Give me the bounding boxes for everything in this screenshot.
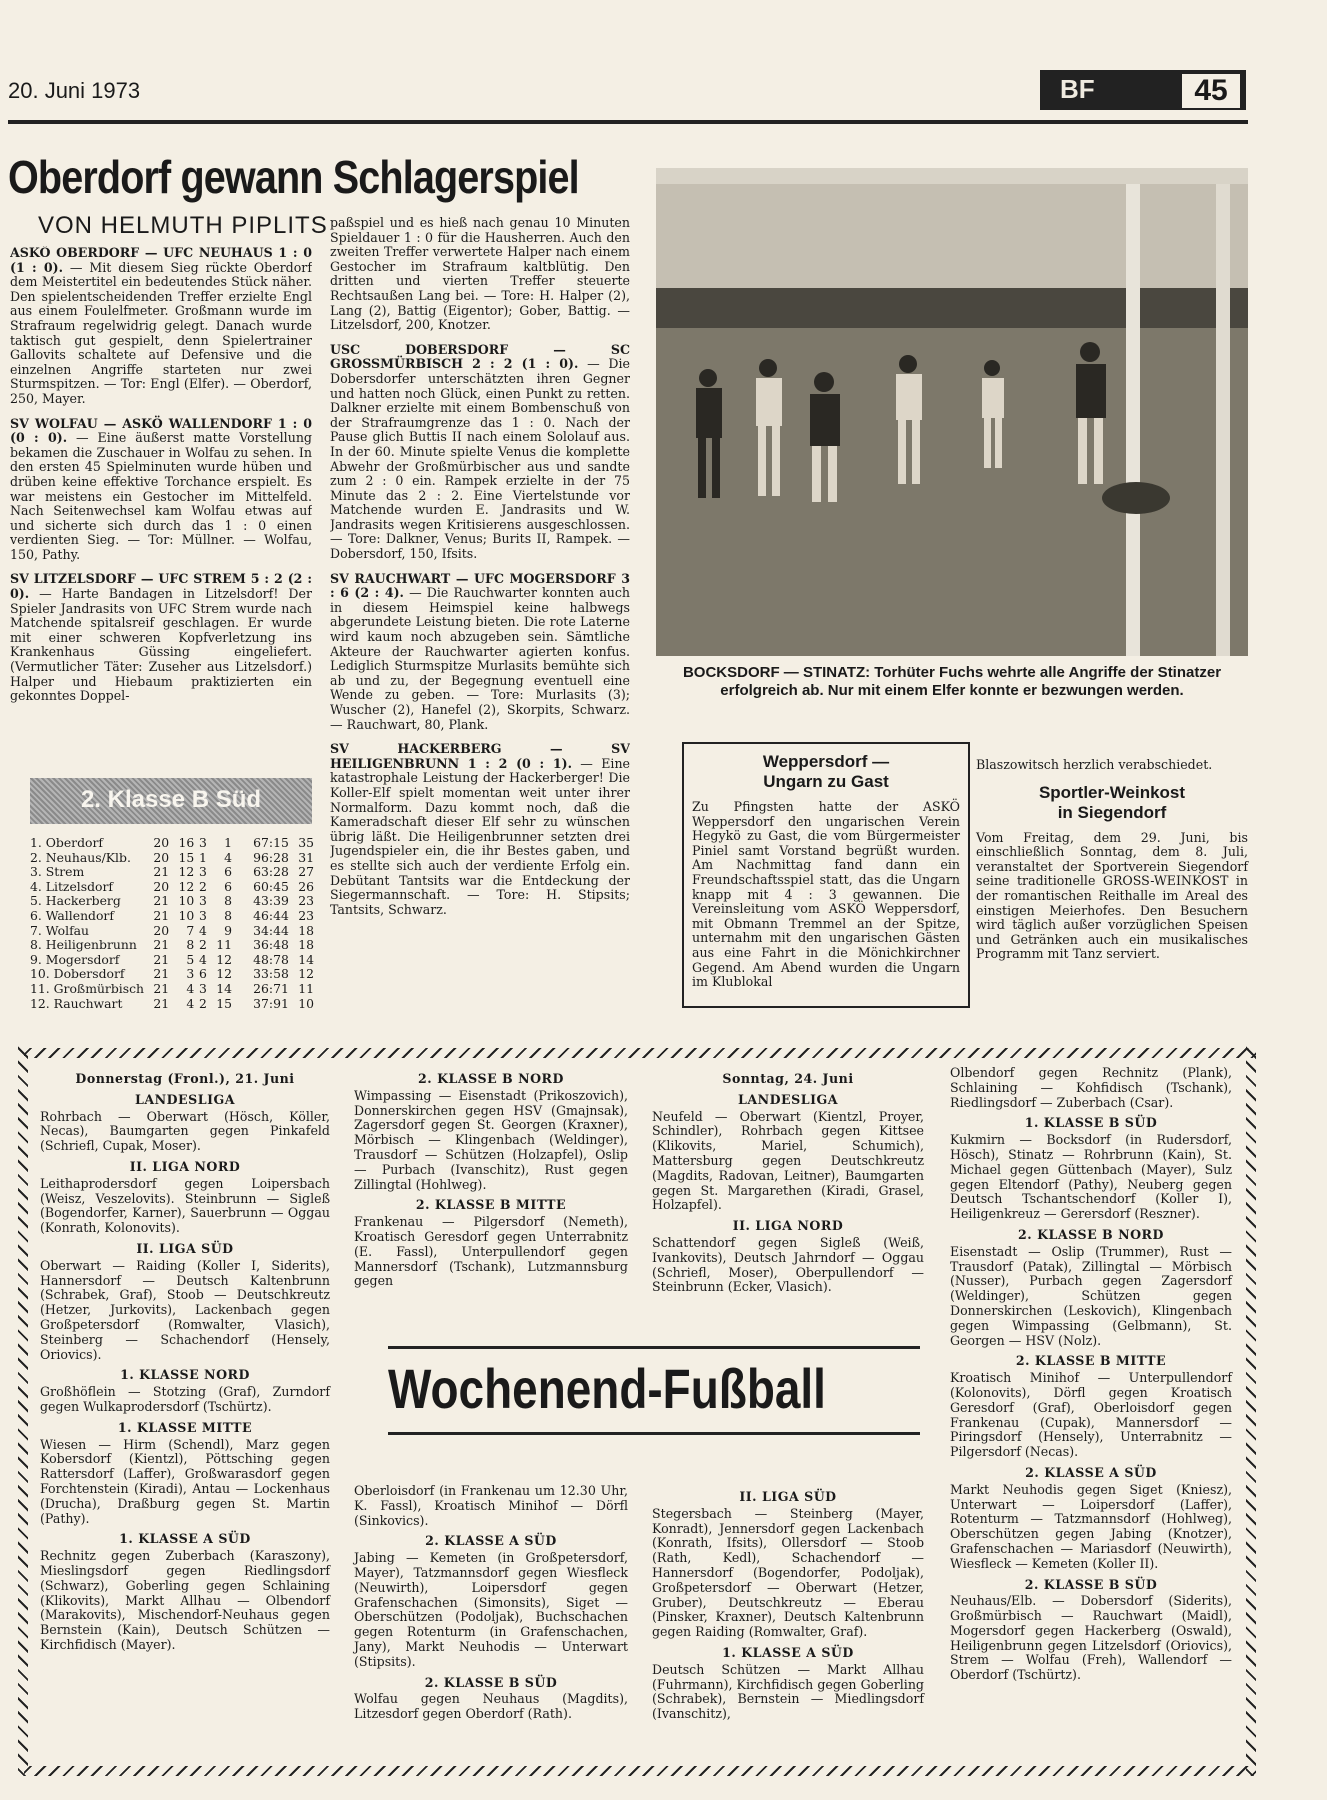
table-cell: 18	[298, 937, 314, 953]
table-cell: 12	[178, 864, 195, 880]
table-cell: 3	[198, 835, 207, 850]
table-row	[30, 836, 314, 851]
league-heading: LANDESLIGA	[134, 1091, 236, 1107]
team-name: 9. Mogersdorf	[30, 951, 120, 967]
header-rule	[8, 120, 1248, 124]
table-cell: 12	[216, 966, 232, 982]
report-heading: SV WOLFAU — ASKÖ WALLENDORF 1 : 0 (0 : 0).	[10, 415, 312, 446]
table-cell: 20	[153, 835, 170, 850]
league-heading: 1. KLASSE NORD	[120, 1367, 250, 1383]
table-cell: 1	[224, 835, 232, 850]
table-row	[30, 953, 314, 968]
report-text: — Die Rauchwarter konnten auch in diesem Heimspiel keine halbwegs abgerundete Leistung bieten. Die rote Laterne wird kaum noch abzugeben sein. Sämtliche Akteure der Rauchwarter agierten konfus. Lediglich Sturmspitze Murlasits bemühte sich ab und zu, der Begegnung eventuell eine Wende zu geben. — Tore: Murlasits (3); Wuscher (2), Hanefel (2), Skorpits, Schwarz. — Rauchwart, 80, Plank.	[330, 585, 630, 732]
table-cell: 43:39	[253, 893, 289, 909]
team-name: 11. Großmürbisch	[30, 980, 145, 996]
table-cell: 3	[186, 966, 195, 982]
byline: VON HELMUTH PIPLITS	[38, 212, 328, 239]
photo-illustration	[656, 168, 1248, 656]
fixture-list: Stegersbach — Steinberg (Mayer, Konradt), Jennersdorf gegen Lackenbach (Konrath, Ifsits), Ollersdorf — Stoob (Rath, Kedl), Schachendorf — Hannersdorf (Bogendorfer, Podoljak), Großpetersdorf — Oberwart (Hetzer, Gruber), Deutschkreutz — Eberau (Pinsker, Kraxner), Deutsch Kaltenbrunn gegen Raiding (Romwalter, Graf).	[652, 1505, 924, 1640]
table-cell: 33:58	[253, 966, 289, 982]
table-cell: 63:28	[253, 864, 289, 880]
table-cell: 21	[153, 937, 170, 953]
report-heading: SV LITZELSDORF — UFC STREM 5 : 2 (2 : 0).	[10, 571, 312, 602]
table-cell: 21	[153, 951, 170, 967]
fixture-list: Schattendorf gegen Sigleß (Weiß, Ivankovits), Deutsch Jahrndorf — Oggau (Schriefl, Moser), Oberpullendorf — Steinbrunn (Ecker, Vlasich).	[652, 1234, 924, 1295]
table-row	[30, 909, 314, 924]
league-heading: 2. KLASSE B MITTE	[1015, 1353, 1167, 1369]
team-name: 2. Neuhaus/Klb.	[30, 849, 131, 865]
table-cell: 6	[224, 864, 232, 880]
league-heading: 1. KLASSE A SÜD	[119, 1531, 251, 1547]
box-text: Zu Pfingsten hatte der ASKÖ Weppersdorf den ungarischen Verein Hegykö zu Gast, die vom Bürgermeister Piniel samt Vorstand begrüßt wurden. Am Nachmittag fand dann ein Freundschaftsspiel statt, das die Ungarn knapp mit 4 : 3 gewannen. Die Vereinsleitung vom ASKÖ Weppersdorf, mit Obmann Tremmel an der Spitze, unternahm mit den ungarischen Gästen aus eine Fahrt in die Mönichkirchner Gegend. Am Abend wurden die Ungarn im Klublokal	[692, 799, 960, 990]
weppersdorf-box	[682, 742, 970, 1008]
table-row	[30, 924, 314, 939]
table-cell: 8	[224, 907, 232, 923]
table-cell: 10	[178, 907, 195, 923]
fixture-list: Neuhaus/Elb. — Dobersdorf (Siderits), Großmürbisch — Rauchwart (Maidl), Mogersdorf gegen Hackerberg (Oswald), Heiligenbrunn gegen Litzelsdorf (Oriovics), Strem — Wolfau (Freh), Wallendorf — Oberdorf (Tschürtz).	[950, 1593, 1232, 1683]
fixture-list: Wiesen — Hirm (Schendl), Marz gegen Kobersdorf (Kientzl), Pöttsching gegen Rattersdorf (Laffer), Großwarasdorf gegen Forchtenstein (Kiradi), Antau — Lockenhaus (Drucha), Draßburg gegen St. Martin (Pathy).	[40, 1436, 330, 1526]
table-cell: 3	[198, 907, 207, 923]
fixture-list: Rohrbach — Oberwart (Hösch, Köller, Necas), Baumgarten gegen Pinkafeld (Schriefl, Cupak, Moser).	[40, 1108, 330, 1154]
table-cell: 2	[198, 995, 207, 1011]
team-name: 1. Oberdorf	[30, 835, 104, 850]
league-heading: 2. KLASSE B MITTE	[415, 1197, 567, 1213]
table-cell: 2	[198, 878, 207, 894]
article-column-1	[10, 246, 312, 758]
report-heading: USC DOBERSDORF — SC GROSSMÜRBISCH 2 : 2 (1 : 0).	[330, 341, 630, 372]
team-name: 12. Rauchwart	[30, 995, 123, 1011]
league-table	[30, 836, 314, 1011]
league-heading: 1. KLASSE B SÜD	[1024, 1115, 1158, 1131]
weinkost-box	[976, 758, 1248, 962]
fixture-list: Großhöflein — Stotzing (Graf), Zurndorf gegen Wulkaprodersdorf (Tschürtz).	[40, 1384, 330, 1414]
fixture-list: Eisenstadt — Oslip (Trummer), Rust — Trausdorf (Patak), Zillingtal — Mörbisch (Nusser), Purbach gegen Zagersdorf (Weldinger), Schützen gegen Donnerskirchen (Leskovich), Klingenbach gegen Wimpassing (Gelbmann), St. Georgen — HSV (Nolz).	[950, 1243, 1232, 1348]
report-litzelsdorf	[10, 572, 312, 703]
section-title: Wochenend-Fußball	[388, 1357, 826, 1420]
table-cell: 10	[298, 995, 314, 1011]
report-text: — Eine äußerst matte Vorstellung bekamen die Zuschauer in Wolfau zu sehen. In den ersten 45 Spielminuten wurde hüben und drüben keine effektive Torchance erspielt. Es war meistens ein Gestocher im Mittelfeld. Nach Seitenwechsel kam Wolfau etwas auf und sicherte sich durch das 1 : 0 einen verdienten Sieg. — Tor: Müllner. — Wolfau, 150, Pathy.	[10, 430, 312, 562]
table-cell: 15	[178, 849, 195, 865]
table-cell: 8	[224, 893, 232, 909]
border-bottom	[24, 1766, 1256, 1776]
title-rule-bottom	[388, 1432, 920, 1435]
fixture-list: Rechnitz gegen Zuberbach (Karaszony), Mieslingsdorf gegen Riedlingsdorf (Schwarz), Goberling gegen Schlaining (Klikovits), Markt Allhau — Olbendorf (Marakovits), Mischendorf-Neuhaus gegen Bernstein (Kain), Deutsch Schützen — Kirchfidisch (Mayer).	[40, 1548, 330, 1652]
table-row	[30, 982, 314, 997]
table-cell: 21	[153, 893, 170, 909]
fixture-list: Neufeld — Oberwart (Kientzl, Proyer, Schindler), Rohrbach gegen Kittsee (Klikovits, Mariel, Schumich), Mattersburg gegen Deutschkreutz (Magdits, Radovan, Leitner), Baumgarten gegen St. Margarethen (Kiradi, Grasel, Holzapfel).	[652, 1108, 924, 1213]
table-cell: 16	[178, 835, 195, 850]
fixtures-col-1	[40, 1066, 330, 1653]
headline: Oberdorf gewann Schlagerspiel	[8, 151, 579, 203]
table-cell: 11	[216, 937, 232, 953]
fixture-date: Donnerstag (Fronl.), 21. Juni	[75, 1071, 295, 1086]
report-wolfau	[10, 417, 312, 563]
box-title: Sportler-Weinkost	[1038, 782, 1186, 802]
table-cell: 36:48	[253, 937, 289, 953]
league-heading: 2. KLASSE A SÜD	[1025, 1464, 1157, 1480]
report-text: paßspiel und es hieß nach genau 10 Minuten Spieldauer 1 : 0 für die Hausherren. Auch den zweiten Treffer verwertete Halper nach einem Gestocher im Strafraum kaltblütig. Den dritten und vierten Treffer steuerte Rechtsaußen Lang bei. — Tore: H. Halper (2), Lang (2), Battig (Eigentor); Gober, Battig. — Litzelsdorf, 200, Knotzer.	[330, 216, 630, 333]
table-cell: 4	[186, 980, 195, 996]
table-cell: 11	[298, 980, 314, 996]
photo-caption: BOCKSDORF — STINATZ: Torhüter Fuchs wehrte alle Angriffe der Stinatzer erfolgreich ab. Nur mit einem Elfer konnte er bezwungen werden.	[682, 664, 1222, 699]
fixture-list: Markt Neuhodis gegen Siget (Kniesz), Unterwart — Loipersdorf (Laffer), Rotenturm — Tatzmannsdorf (Hohlweg), Oberschützen gegen Jabing (Knotzer), Grafenschachen — Mariasdorf (Neuwirth), Wiesfleck — Kemeten (Koller II).	[950, 1481, 1232, 1571]
table-cell: 23	[298, 893, 314, 909]
border-top	[24, 1048, 1256, 1058]
table-cell: 9	[224, 922, 232, 938]
league-heading: 2. KLASSE B NORD	[418, 1071, 564, 1086]
table-cell: 31	[298, 849, 314, 865]
table-row	[30, 880, 314, 895]
fixture-list: Jabing — Kemeten (in Großpetersdorf, Mayer), Tatzmannsdorf gegen Wiesfleck (Neuwirth), Loipersdorf gegen Grafenschachen (Simonsits), Siget — Oberschützen (Podoljak), Buchschachen gegen Rotenturm (in Grafenschachen, Jany), Markt Neuhodis — Unterwart (Stipsits).	[354, 1550, 628, 1669]
report-dobersdorf	[330, 343, 630, 562]
table-cell: 26	[298, 878, 314, 894]
table-cell: 5	[186, 951, 195, 967]
box-title: Weppersdorf —	[762, 752, 890, 771]
table-cell: 46:44	[253, 907, 289, 923]
fixture-list: Wolfau gegen Neuhaus (Magdits), Litzesdorf gegen Oberdorf (Rath).	[354, 1691, 628, 1722]
box-title: Ungarn zu Gast	[763, 772, 889, 791]
fixture-list: Frankenau — Pilgersdorf (Nemeth), Kroatisch Geresdorf gegen Unterrabnitz (E. Fassl), Unterpullendorf gegen Mannersdorf (Tschank), Lutzmannsburg gegen	[354, 1214, 628, 1289]
team-name: 7. Wolfau	[30, 922, 90, 938]
table-cell: 14	[298, 951, 314, 967]
league-heading: 2. KLASSE B SÜD	[1024, 1576, 1158, 1592]
league-heading: II. LIGA SÜD	[136, 1240, 234, 1256]
fixtures-col-2b	[354, 1484, 628, 1722]
table-row	[30, 938, 314, 953]
box-title: in Siegendorf	[1057, 802, 1167, 822]
fixtures-col-3	[652, 1066, 924, 1295]
match-photo	[656, 168, 1248, 656]
team-name: 10. Dobersdorf	[30, 966, 125, 982]
paper-label: BF	[1060, 74, 1095, 104]
table-cell: 4	[198, 922, 207, 938]
table-row	[30, 894, 314, 909]
title-rule-top	[388, 1346, 920, 1349]
paper-banner	[1040, 70, 1246, 110]
table-cell: 21	[153, 980, 170, 996]
table-cell: 12	[298, 966, 314, 982]
fixture-list: Leithaprodersdorf gegen Loipersbach (Weisz, Veszelovits). Steinbrunn — Sigleß (Bogendorfer, Karner), Sauerbrunn — Oggau (Konrath, Kolonovits).	[40, 1175, 330, 1236]
league-heading: 1. KLASSE MITTE	[117, 1419, 253, 1435]
table-row	[30, 851, 314, 866]
team-name: 5. Hackerberg	[30, 893, 121, 909]
fixture-list: Deutsch Schützen — Markt Allhau (Fuhrmann), Kirchfidisch gegen Goberling (Schrabek), Bernstein — Miedlingsdorf (Ivanschitz),	[652, 1661, 924, 1722]
fixtures-col-3b	[652, 1484, 924, 1722]
fixture-date: Sonntag, 24. Juni	[722, 1071, 854, 1086]
article-column-2	[330, 216, 630, 1010]
table-cell: 21	[153, 907, 170, 923]
table-cell: 20	[153, 922, 170, 938]
fixture-list: Wimpassing — Eisenstadt (Prikoszovich), Donnerskirchen gegen HSV (Gmajnsak), Zagersdorf gegen St. Georgen (Kraxner), Mörbisch — Klingenbach (Weldinger), Trausdorf — Schützen (Holzapfel), Oslip — Purbach (Ivanschitz), Rust gegen Zillingtal (Hohlweg).	[354, 1087, 628, 1192]
table-cell: 4	[186, 995, 195, 1011]
table-cell: 3	[198, 980, 207, 996]
team-name: 8. Heiligenbrunn	[30, 937, 137, 953]
table-cell: 2	[198, 937, 207, 953]
report-heading: SV HACKERBERG — SV HEILIGENBRUNN 1 : 2 (0 : 1).	[330, 741, 630, 771]
border-left	[18, 1046, 28, 1776]
table-cell: 60:45	[253, 878, 289, 894]
team-name: 6. Wallendorf	[30, 907, 114, 923]
issue-date: 20. Juni 1973	[8, 78, 141, 103]
table-cell: 12	[216, 951, 232, 967]
team-name: 4. Litzelsdorf	[30, 878, 114, 894]
table-cell: 15	[216, 995, 232, 1011]
table-cell: 4	[224, 849, 232, 865]
table-cell: 20	[153, 878, 170, 894]
table-cell: 48:78	[253, 951, 289, 967]
team-name: 3. Strem	[30, 864, 85, 880]
report-rauchwart	[330, 572, 630, 733]
league-heading: II. LIGA NORD	[129, 1158, 241, 1174]
table-cell: 12	[178, 878, 195, 894]
table-row	[30, 967, 314, 982]
table-cell: 96:28	[253, 849, 289, 865]
table-cell: 7	[186, 922, 195, 938]
table-cell: 21	[153, 966, 170, 982]
border-right	[1246, 1046, 1256, 1776]
report-heading: SV RAUCHWART — UFC MOGERSDORF 3 : 6 (2 : 4).	[330, 570, 630, 601]
league-heading: 2. KLASSE B NORD	[1018, 1226, 1164, 1242]
table-cell: 18	[298, 922, 314, 938]
league-heading: 2. KLASSE B SÜD	[424, 1674, 558, 1690]
table-cell: 20	[153, 849, 170, 865]
fixture-list: Kukmirn — Bocksdorf (in Rudersdorf, Hösch), Stinatz — Rohrbrunn (Kain), St. Michael gegen Güttenbach (Mayer), Sulz gegen Eltendorf (Pathy), Neuberg gegen Deutsch Tschantschendorf (Koller I), Heiligenkreuz — Gerersdorf (Reszner).	[950, 1132, 1232, 1222]
report-text: — Harte Bandagen in Litzelsdorf! Der Spieler Jandrasits von UFC Strem wurde nach Matchende spitalsreif geschlagen. Er wurde mit einer schweren Kopfverletzung ins Krankenhaus Güssing eingeliefert. (Vermutlicher Täter: Zuseher aus Litzelsdorf.) Halper und Hiebaum praktizierten ein gekonntes Doppel-	[10, 586, 312, 704]
table-cell: 8	[186, 937, 195, 953]
table-cell: 21	[153, 864, 170, 880]
table-cell: 34:44	[253, 922, 289, 938]
fixture-list: Oberloisdorf (in Frankenau um 12.30 Uhr, K. Fassl), Kroatisch Minihof — Dörfl (Sinkovics).	[354, 1483, 628, 1528]
table-cell: 26:71	[253, 980, 289, 996]
report-text: — Mit diesem Sieg rückte Oberdorf dem Meistertitel ein bedeutendes Stück näher. Den spielentscheidenden Treffer erzielte Engl aus einem Foulelfmeter. Großmann wurde im Strafraum regelwidrig gelegt. Danach wurde taktisch gut gespielt, denn Spielertrainer Gallovits schaltete auf Defensive und die einzelnen Angriffe starteten nur zwei Sturmspitzen. — Tor: Engl (Elfer). — Oberdorf, 250, Mayer.	[10, 259, 312, 406]
fixture-list: Oberwart — Raiding (Koller I, Siderits), Hannersdorf — Deutsch Kaltenbrunn (Schrabek, Graf), Stoob — Deutschkreutz (Hetzer, Jurkovits), Lackenbach gegen Großpetersdorf (Romwalter, Vlasich), Steinberg — Schachendorf (Hensely, Oriovics).	[40, 1257, 330, 1362]
table-cell: 14	[216, 980, 232, 996]
fixtures-col-4	[950, 1066, 1232, 1683]
league-heading: LANDESLIGA	[737, 1091, 839, 1107]
league-table-title: 2. Klasse B Süd	[80, 786, 262, 813]
league-heading: II. LIGA SÜD	[739, 1489, 837, 1504]
table-cell: 37:91	[253, 995, 289, 1011]
report-hackerberg	[330, 742, 630, 917]
fixture-list: Olbendorf gegen Rechnitz (Plank), Schlaining — Kohfidisch (Tschank), Riedlingsdorf — Zuberbach (Csar).	[950, 1065, 1232, 1110]
table-row	[30, 997, 314, 1012]
report-text: — Die Dobersdorfer unterschätzten ihren Gegner und hatten noch Glück, einen Punkt zu retten. Dalkner erzielte mit einem Bombenschuß von der Strafraumgrenze das 1 : 0. Nach der Pause glich Buttis II nach einem Sololauf aus. In der 60. Minute spielte Venus die komplette Abwehr der Großmürbischer aus und sandte zum 2 : 0 ein. Rampek erzielte in der 75 Minute das 2 : 2. Eine Viertelstunde vor Matchende wurden E. Jandrasits und W. Jandrasits wegen Kritisierens ausgeschlossen. — Tore: Dalkner, Venus; Burits II, Rampek. — Dobersdorf, 150, Ifsits.	[330, 356, 630, 562]
table-cell: 1	[198, 849, 207, 865]
fixtures-col-2	[354, 1066, 628, 1289]
table-row	[30, 865, 314, 880]
table-cell: 35	[298, 835, 314, 850]
table-cell: 21	[153, 995, 170, 1011]
box-lead: Blaszowitsch herzlich verabschiedet.	[976, 757, 1213, 772]
table-cell: 6	[198, 966, 207, 982]
table-cell: 3	[198, 864, 207, 880]
report-oberdorf	[10, 246, 312, 407]
fixture-list: Kroatisch Minihof — Unterpullendorf (Kolonovits), Dörfl gegen Kroatisch Geresdorf (Graf), Oberloisdorf gegen Frankenau (Cupak), Mannersdorf — Piringsdorf (Hensely), Unterrabnitz — Pilgersdorf (Necas).	[950, 1370, 1232, 1460]
report-heading: ASKÖ OBERDORF — UFC NEUHAUS 1 : 0 (1 : 0).	[10, 246, 312, 275]
table-cell: 4	[198, 951, 207, 967]
league-heading: 2. KLASSE A SÜD	[425, 1533, 557, 1549]
league-heading: 1. KLASSE A SÜD	[722, 1644, 854, 1660]
league-heading: II. LIGA NORD	[732, 1218, 844, 1234]
box-text: Vom Freitag, dem 29. Juni, bis einschließlich Sonntag, dem 8. Juli, veranstaltet der Sportverein Siegendorf seine traditionelle GROSS-WEINKOST in der romantischen Reithalle im Areal des einstigen Meierhofes. Den Besuchern wird täglich außer vorzüglichen Speisen und Getränken auch ein musikalisches Programm mit Tanz serviert.	[976, 829, 1248, 962]
table-cell: 6	[224, 878, 232, 894]
report-continued	[330, 216, 630, 333]
page-number: 45	[1180, 72, 1242, 110]
report-text: — Eine katastrophale Leistung der Hackerberger! Die Koller-Elf spielt momentan weit unter ihrer Normalform. Dazu kommt noch, daß die Kameradschaft dieser Elf sehr zu wünschen übrig läßt. Die Heiligenbrunner setzten drei Jugendspieler ein, die ihr Bestes gaben, und es stellte sich auch der verdiente Erfolg ein. Debütant Tantsits war die Entdeckung der Siegermannschaft. — Tore: H. Stipsits; Tantsits, Schwarz.	[330, 755, 630, 917]
table-cell: 27	[298, 864, 314, 880]
table-cell: 67:15	[253, 835, 289, 850]
table-cell: 10	[178, 893, 195, 909]
league-table-banner	[30, 778, 312, 824]
table-cell: 3	[198, 893, 207, 909]
table-cell: 23	[298, 907, 314, 923]
